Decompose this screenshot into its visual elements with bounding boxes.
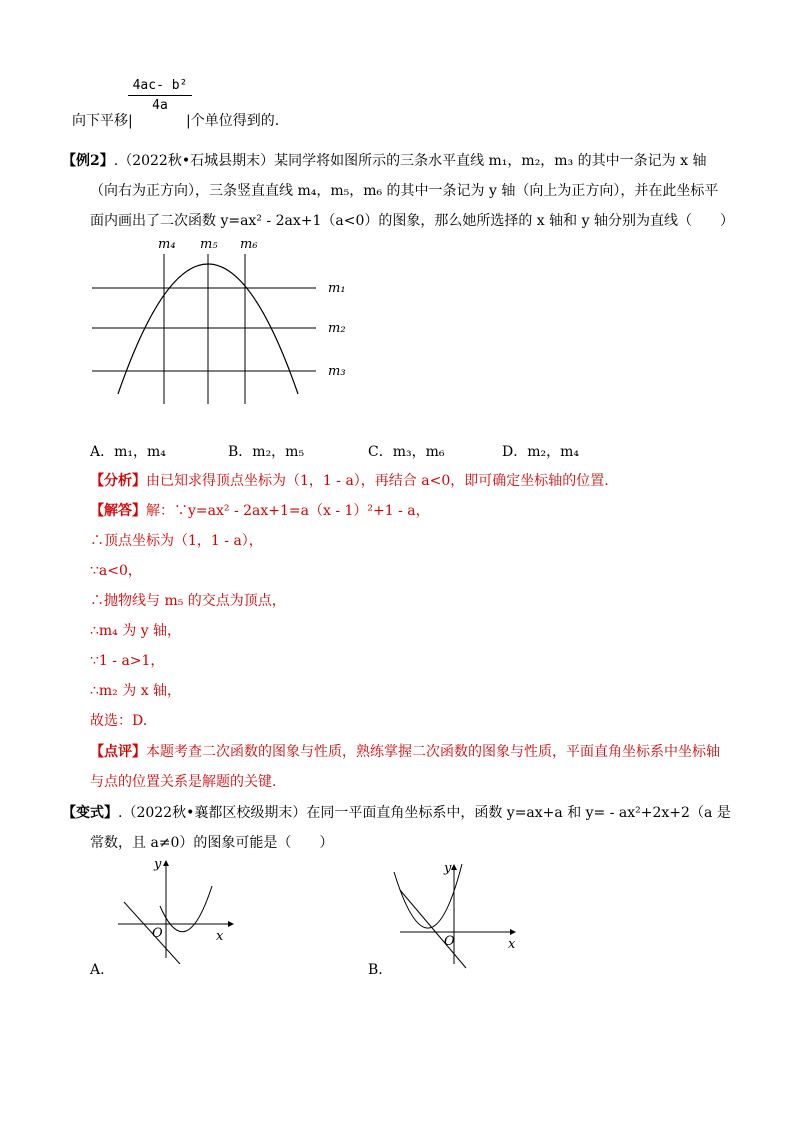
variant-line2: 常数，且 a≠0）的图象可能是（ ） — [90, 835, 334, 851]
graph-b-label: B. — [368, 962, 383, 978]
graph-a — [110, 854, 240, 964]
graph-b — [382, 850, 522, 970]
fraction-numerator: 4ac- b² — [128, 78, 192, 96]
graph-a-x-label: x — [216, 929, 224, 944]
option-c: C．m₃，m₆ — [368, 444, 445, 460]
solution-line-4: ∴m₄ 为 y 轴， — [90, 623, 182, 639]
label-m3: m₃ — [328, 364, 346, 379]
intro-prefix: 向下平移| — [72, 113, 133, 129]
solution-line-7: 故选：D. — [90, 713, 148, 729]
label-m4: m₄ — [158, 237, 176, 252]
graph-b-x-arrow — [510, 929, 516, 935]
example2-line3: 面内画出了二次函数 y=ax² - 2ax+1（a<0）的图象，那么她所选择的 x 轴和 y 轴分别为直线（ ） — [90, 213, 734, 229]
graph-a-parabola — [160, 886, 212, 932]
graph-a-y-label: y — [154, 857, 162, 872]
fraction-denominator: 4a — [152, 98, 168, 113]
option-b: B．m₂，m₅ — [228, 444, 305, 460]
analysis: 【分析】由已知求得顶点坐标为（1，1 - a），再结合 a<0，即可确定坐标轴的位置. — [90, 473, 609, 489]
comment-line1: 【点评】本题考查二次函数的图象与性质，熟练掌握二次函数的图象与性质，平面直角坐标系中坐标轴 — [90, 744, 720, 760]
intro-suffix: |个单位得到的. — [186, 113, 280, 129]
label-m1: m₁ — [328, 281, 346, 296]
label-m5: m₅ — [200, 237, 218, 252]
comment-tag: 【点评】 — [90, 744, 146, 760]
variant-tag: 【变式】 — [62, 805, 118, 821]
graph-b-y-arrow — [451, 864, 457, 870]
solution-line-2: ∵a<0， — [90, 563, 142, 579]
graph-a-x-arrow — [228, 921, 234, 927]
example2-tag: 【例2】 — [62, 153, 114, 169]
graph-a-origin: O — [152, 926, 163, 941]
grid-parabola-figure — [88, 234, 358, 410]
graph-b-line — [400, 890, 466, 968]
graph-b-parabola — [394, 864, 462, 928]
label-m2: m₂ — [328, 321, 346, 336]
solution-tag: 【解答】 — [90, 503, 146, 519]
solution-line-6: ∴m₂ 为 x 轴， — [90, 683, 182, 699]
comment-line2: 与点的位置关系是解题的关键. — [90, 774, 277, 790]
option-d: D．m₂，m₄ — [502, 444, 579, 460]
solution-line-1: ∴顶点坐标为（1，1 - a）， — [90, 533, 263, 549]
option-a: A．m₁，m₄ — [90, 444, 166, 460]
label-m6: m₆ — [240, 237, 258, 252]
solution-line-5: ∵1 - a>1， — [90, 653, 165, 669]
analysis-tag: 【分析】 — [90, 473, 146, 489]
graph-b-x-label: x — [508, 937, 516, 952]
graph-b-origin: O — [444, 934, 455, 949]
fraction — [128, 78, 192, 113]
graph-a-label: A. — [90, 962, 105, 978]
graph-b-y-label: y — [444, 861, 452, 876]
solution-line-0: 【解答】解：∵y=ax² - 2ax+1=a（x - 1）²+1 - a， — [90, 503, 430, 519]
variant-line1: 【变式】.（2022秋•襄都区校级期末）在同一平面直角坐标系中，函数 y=ax+a 和 y= - ax²+2x+2（a 是 — [62, 805, 731, 821]
graph-a-y-arrow — [163, 860, 169, 866]
solution-line-3: ∴抛物线与 m₅ 的交点为顶点， — [90, 593, 286, 609]
example2-line1: 【例2】.（2022秋•石城县期末）某同学将如图所示的三条水平直线 m₁，m₂，m₃ 的其中一条记为 x 轴 — [62, 153, 707, 169]
example2-line2: （向右为正方向），三条竖直直线 m₄，m₅，m₆ 的其中一条记为 y 轴（向上为正方向），并在此坐标平 — [90, 183, 719, 199]
